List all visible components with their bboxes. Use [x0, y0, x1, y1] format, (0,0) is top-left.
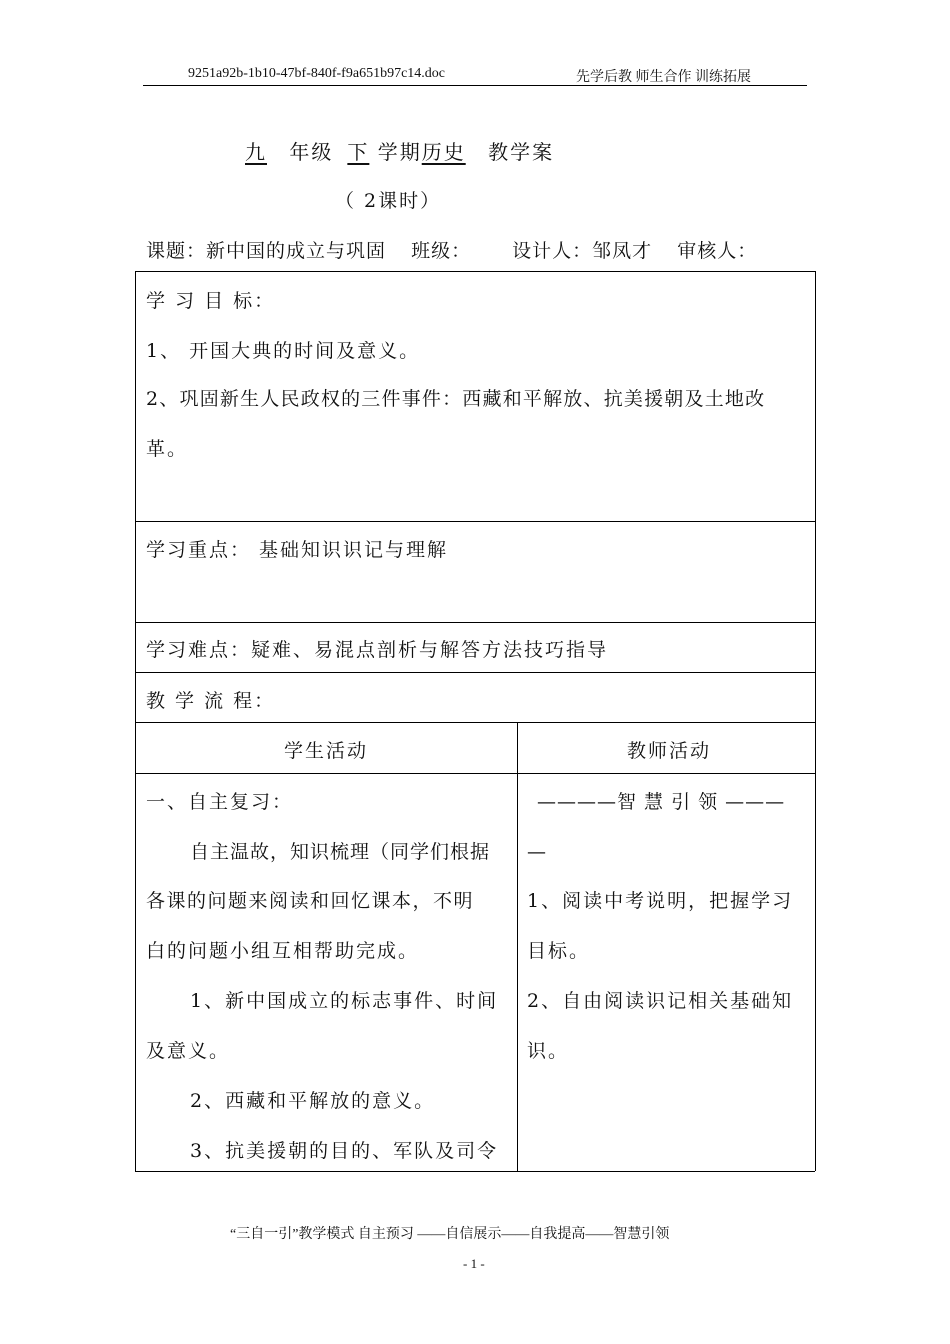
info-designer: 设计人：邹凤才	[512, 240, 653, 262]
table-border-bottom	[135, 1171, 815, 1172]
teacher-banner-continued: —	[527, 841, 548, 863]
table-rule-process	[135, 722, 815, 723]
column-header-teacher: 教师活动	[627, 740, 712, 762]
title-grade-suffix: 年级	[289, 140, 334, 164]
info-topic: 课题：新中国的成立与巩固	[146, 240, 387, 262]
page-title	[245, 136, 554, 165]
header-motto: 先学后教 师生合作 训练拓展	[576, 70, 751, 85]
title-term: 下	[347, 140, 370, 164]
title-grade: 九	[245, 140, 267, 164]
student-line: 1、新中国成立的标志事件、时间	[190, 990, 499, 1012]
info-line	[146, 236, 775, 263]
student-section-title: 一、自主复习：	[146, 791, 294, 813]
table-border-left	[135, 271, 136, 1171]
difficulties: 学习难点：疑难、易混点剖析与解答方法技巧指导	[146, 639, 609, 661]
teacher-line: 2、自由阅读识记相关基础知	[527, 990, 794, 1012]
header-filename: 9251a92b-1b10-47bf-840f-f9a651b97c14.doc	[188, 66, 445, 81]
info-reviewer: 审核人：	[677, 240, 758, 262]
objectives-heading: 学 习 目 标：	[146, 290, 276, 312]
page-subtitle: （ 2课时）	[335, 190, 442, 212]
student-line: 自主温故，知识梳理（同学们根据	[190, 841, 491, 863]
teacher-line: 识。	[527, 1040, 570, 1062]
teacher-banner: ————智 慧 引 领 ———	[537, 791, 786, 813]
process-heading: 教 学 流 程：	[146, 690, 276, 712]
column-header-student: 学生活动	[284, 740, 369, 762]
student-line: 2、西藏和平解放的意义。	[190, 1090, 436, 1112]
table-rule-columns	[135, 773, 815, 774]
objective-item-2-line-1: 2、巩固新生人民政权的三件事件：西藏和平解放、抗美援朝及土地改	[146, 388, 766, 410]
objective-item-2-line-2: 革。	[146, 438, 189, 460]
student-line: 及意义。	[146, 1040, 231, 1062]
key-points: 学习重点： 基础知识识记与理解	[146, 539, 449, 561]
header-rule	[143, 85, 807, 86]
table-border-right	[815, 271, 816, 1171]
student-line: 各课的问题来阅读和回忆课本，不明	[146, 890, 475, 912]
title-term-suffix: 学期	[377, 140, 422, 164]
footer-text: “三自一引”教学模式 自主预习 ——自信展示——自我提高——智慧引领	[230, 1227, 670, 1242]
student-line: 3、抗美援朝的目的、军队及司令	[190, 1140, 499, 1162]
student-line: 白的问题小组互相帮助完成。	[146, 940, 420, 962]
title-subject: 历史	[421, 140, 466, 164]
table-rule-keypoints	[135, 622, 815, 623]
teacher-line: 1、阅读中考说明，把握学习	[527, 890, 794, 912]
page-number: - 1 -	[463, 1256, 485, 1271]
table-border-top	[135, 271, 815, 272]
table-rule-difficulties	[135, 672, 815, 673]
title-suffix: 教学案	[488, 140, 555, 164]
objective-item-1: 1、 开国大典的时间及意义。	[146, 340, 421, 362]
info-class: 班级：	[411, 240, 472, 262]
table-rule-objectives	[135, 521, 815, 522]
table-column-divider	[517, 722, 518, 1171]
teacher-line: 目标。	[527, 940, 591, 962]
